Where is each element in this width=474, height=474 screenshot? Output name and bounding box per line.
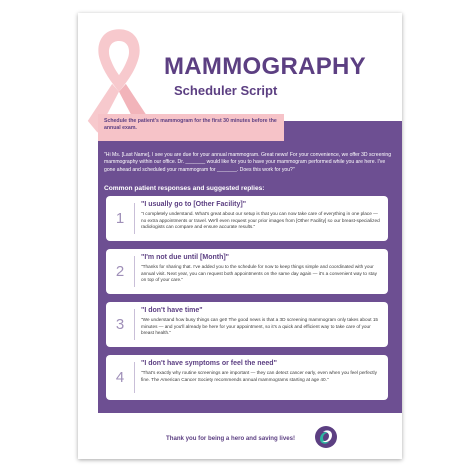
response-card-3 xyxy=(106,302,388,347)
response-number: 2 xyxy=(115,263,125,280)
instruction-banner: Schedule the patient's mammogram for the first 30 minutes before the annual exam. xyxy=(98,114,284,141)
response-text: "Thanks for sharing that. I've added you to the schedule for now to keep things simple and coordinated with your annual visit. Next year, you can request both appointments on the same day again — it's a convenient way to stay on top of your care." xyxy=(141,264,377,283)
intro-script: "Hi Ms. [Last Name], I see you are due for your annual mammogram. Great news! For your convenience, we offer 3D screening mammography within our office. Dr. _______ would like for you to have your mammogram performed while you are here. I've gone ahead and scheduled your mammogram for _______. Does this work for you?" xyxy=(104,152,392,173)
response-text: "That's exactly why routine screenings are important — they can detect cancer early, even when you feel perfectly fine. The American Cancer Society recommends annual mammograms starting at age 40." xyxy=(141,370,377,382)
response-heading: "I don't have symptoms or feel the need" xyxy=(141,360,277,367)
response-text: "I completely understand. What's great about our setup is that you can now take care of everything in one place — no extra appointments or travel. We'll even request your prior images from [Other Facility] so our breast-specialized radiologists can compare and ensure accurate results." xyxy=(141,211,380,230)
card-divider xyxy=(134,203,135,234)
card-divider xyxy=(134,256,135,287)
response-number: 4 xyxy=(115,369,125,386)
card-divider xyxy=(134,309,135,340)
swirl-logo-icon xyxy=(314,425,338,449)
page-title: MAMMOGRAPHY xyxy=(164,53,366,80)
response-text: "We understand how busy things can get! The good news is that a 3D screening mammogram only takes about 15 minutes — and you'll already be here for your appointment, so it's a quick and efficient way to take care of your breast health." xyxy=(141,317,379,336)
response-heading: "I usually go to [Other Facility]" xyxy=(141,201,247,208)
response-card-2 xyxy=(106,249,388,294)
page-subtitle: Scheduler Script xyxy=(174,83,278,98)
response-number: 1 xyxy=(115,210,125,227)
response-heading: "I'm not due until [Month]" xyxy=(141,254,230,261)
response-heading: "I don't have time" xyxy=(141,307,203,314)
card-divider xyxy=(134,362,135,393)
footer-message: Thank you for being a hero and saving lives! xyxy=(166,435,296,442)
responses-heading: Common patient responses and suggested replies: xyxy=(104,185,265,192)
flyer-page xyxy=(78,13,402,459)
response-card-4 xyxy=(106,355,388,400)
response-number: 3 xyxy=(115,316,125,333)
response-card-1 xyxy=(106,196,388,241)
